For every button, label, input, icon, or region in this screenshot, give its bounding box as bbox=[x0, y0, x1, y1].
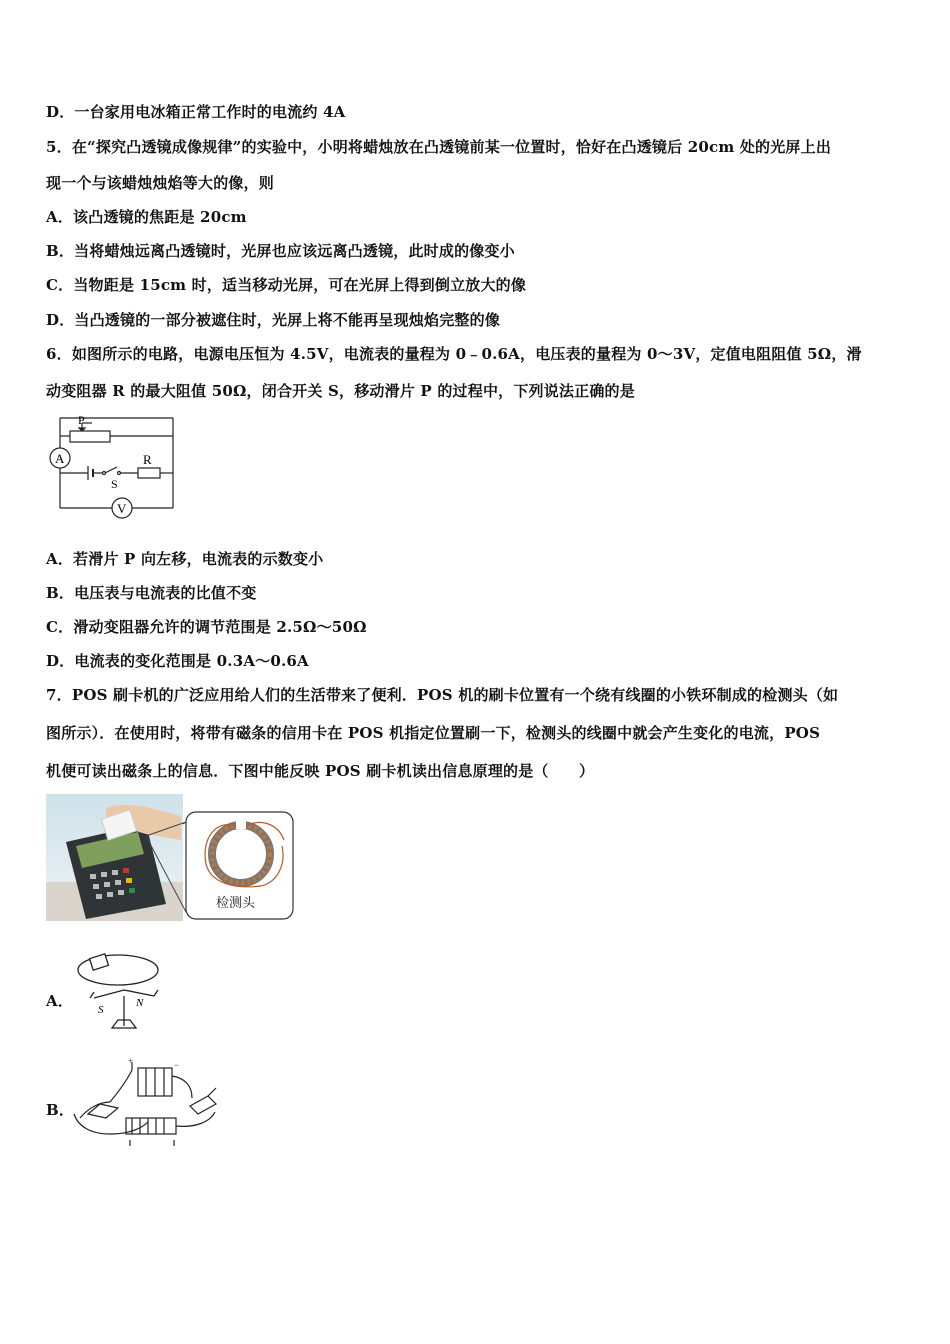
pos-figure bbox=[46, 794, 296, 922]
q5-option-a: A．该凸透镜的焦距是 20cm bbox=[46, 208, 247, 226]
q5-option-c: C．当物距是 15cm 时，适当移动光屏，可在光屏上得到倒立放大的像 bbox=[46, 276, 527, 294]
q7-stem-line-2: 图所示）．在使用时，将带有磁条的信用卡在 POS 机指定位置刷一下，检测头的线圈中就会产生变化的电流，POS bbox=[46, 724, 821, 742]
option-b-figure bbox=[70, 1056, 222, 1152]
q6-option-a: A．若滑片 P 向左移，电流表的示数变小 bbox=[46, 550, 324, 568]
label-a: A bbox=[55, 451, 65, 466]
pole-n-label: N bbox=[136, 997, 144, 1009]
q6-option-c: C．滑动变阻器允许的调节范围是 2.5Ω～50Ω bbox=[46, 618, 367, 636]
q6-option-b: B．电压表与电流表的比值不变 bbox=[46, 584, 257, 602]
label-s: S bbox=[111, 477, 118, 491]
svg-text:+: + bbox=[128, 1056, 134, 1066]
coil-b bbox=[126, 1118, 176, 1134]
q7-option-a-label: A． bbox=[46, 992, 74, 1010]
q5-option-d: D．当凸透镜的一部分被遮住时，光屏上将不能再呈现烛焰完整的像 bbox=[46, 311, 501, 329]
svg-text:−: − bbox=[174, 1060, 180, 1070]
label-p: P bbox=[78, 413, 85, 427]
detector-label: 检测头 bbox=[216, 895, 256, 910]
resistor-symbol bbox=[138, 468, 160, 478]
q7-stem-line-1: 7．POS 刷卡机的广泛应用给人们的生活带来了便利．POS 机的刷卡位置有一个绕有线圈的小铁环制成的检测头（如 bbox=[46, 686, 839, 704]
q5-stem-line-2: 现一个与该蜡烛烛焰等大的像，则 bbox=[46, 174, 275, 192]
q5-stem-line-1: 5．在“探究凸透镜成像规律”的实验中，小明将蜡烛放在凸透镜前某一位置时，恰好在凸透镜后 20cm 处的光屏上出 bbox=[46, 138, 832, 156]
q4-option-d: D．一台家用电冰箱正常工作时的电流约 4A bbox=[46, 103, 346, 121]
rheostat-symbol bbox=[70, 431, 110, 442]
switch-b bbox=[190, 1096, 216, 1114]
pole-s-label: S bbox=[98, 1004, 104, 1016]
q6-option-d: D．电流表的变化范围是 0.3A～0.6A bbox=[46, 652, 309, 670]
coil bbox=[90, 954, 109, 970]
q5-option-b: B．当将蜡烛远离凸透镜时，光屏也应该远离凸透镜，此时成的像变小 bbox=[46, 242, 515, 260]
q6-stem-line-2: 动变阻器 R 的最大阻值 50Ω，闭合开关 S，移动滑片 P 的过程中，下列说法正确的是 bbox=[46, 382, 635, 400]
label-v: V bbox=[117, 501, 127, 516]
q7-stem-line-3: 机便可读出磁条上的信息．下图中能反映 POS 刷卡机读出信息原理的是（ ） bbox=[46, 762, 595, 780]
circuit-diagram bbox=[42, 412, 182, 524]
q7-option-b-label: B． bbox=[46, 1101, 75, 1119]
label-r: R bbox=[143, 452, 152, 467]
option-a-figure bbox=[70, 948, 165, 1040]
q6-stem-line-1: 6．如图所示的电路，电源电压恒为 4.5V，电流表的量程为 0﹣0.6A，电压表的量程为 0～3V，定值电阻阻值 5Ω，滑 bbox=[46, 345, 862, 363]
switch-symbol bbox=[105, 467, 117, 473]
